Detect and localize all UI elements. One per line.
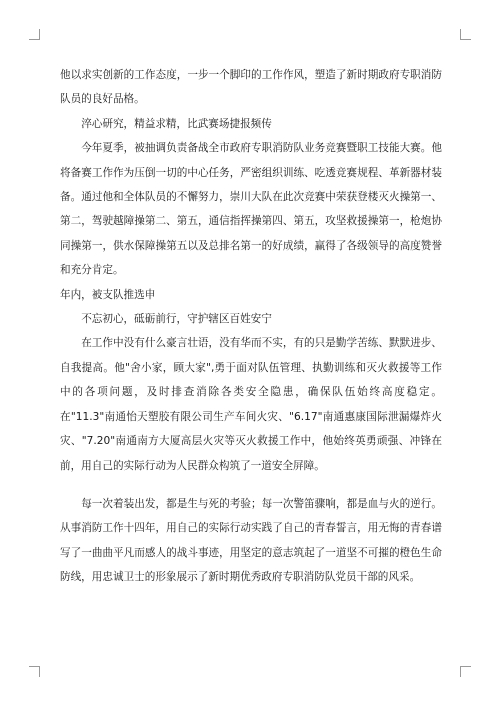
paragraph-conclusion: 每一次着装出发，都是生与死的考验；每一次警笛骤响，都是血与火的逆行。从事消防工作十四年，用自己的实际行动实践了自己的青春誓言，用无悔的青春谱写了一曲曲平凡而感人的战斗事迹，用坚定的意志筑起了一道坚不可摧的橙色生命防线，用忠诚卫士的形象展示了新时期优秀政府专职消防队党员干部的风采。 <box>60 497 442 584</box>
crop-mark-bottom-right <box>460 666 471 677</box>
section-heading-competition: 淬心研究，精益求精，比武赛场捷报频传 <box>81 117 272 130</box>
paragraph-nomination: 年内，被支队推选申 <box>60 288 156 301</box>
crop-mark-bottom-left <box>29 666 40 677</box>
section-heading-mission: 不忘初心，砥砺前行，守护辖区百姓安宁 <box>81 313 272 326</box>
crop-mark-top-left <box>29 29 40 40</box>
paragraph-competition: 今年夏季，被抽调负责备战全市政府专职消防队业务竞赛暨职工技能大赛。他将备赛工作作为压倒一切的中心任务，严密组织训练、吃透竞赛规程、革新器材装备。通过他和全体队员的不懈努力，崇川大队在此次竞赛中荣获登楼灭火操第一、第二，驾驶越障操第二、第五，通信指挥操第四、第五，攻坚救援操第一，枪炮协同操第一，供水保障操第五以及总排名第一的好成绩，赢得了各级领导的高度赞誉和充分肯定。 <box>60 142 442 277</box>
crop-mark-top-right <box>460 29 471 40</box>
document-body <box>60 63 442 590</box>
paragraph-intro-ending: 他以求实创新的工作态度，一步一个脚印的工作作风，塑造了新时期政府专职消防队员的良好品格。 <box>60 69 442 106</box>
paragraph-mission: 在工作中没有什么豪言壮语，没有华而不实，有的只是勤学苦练、默默进步、自我提高。他"舍小家，顾大家",勇于面对队伍管理、执勤训练和灭火救援等工作中的各项问题，及时排查消除各类安全隐患，确保队伍始终高度稳定。在"11.3"南通怡天塑胶有限公司生产车间火灾、"6.17"南通惠康国际泄漏爆炸火灾、"7.20"南通南方大厦高层火灾等灭火救援工作中，他始终英勇顽强、冲锋在前，用自己的实际行动为人民群众构筑了一道安全屏障。 <box>60 337 442 472</box>
